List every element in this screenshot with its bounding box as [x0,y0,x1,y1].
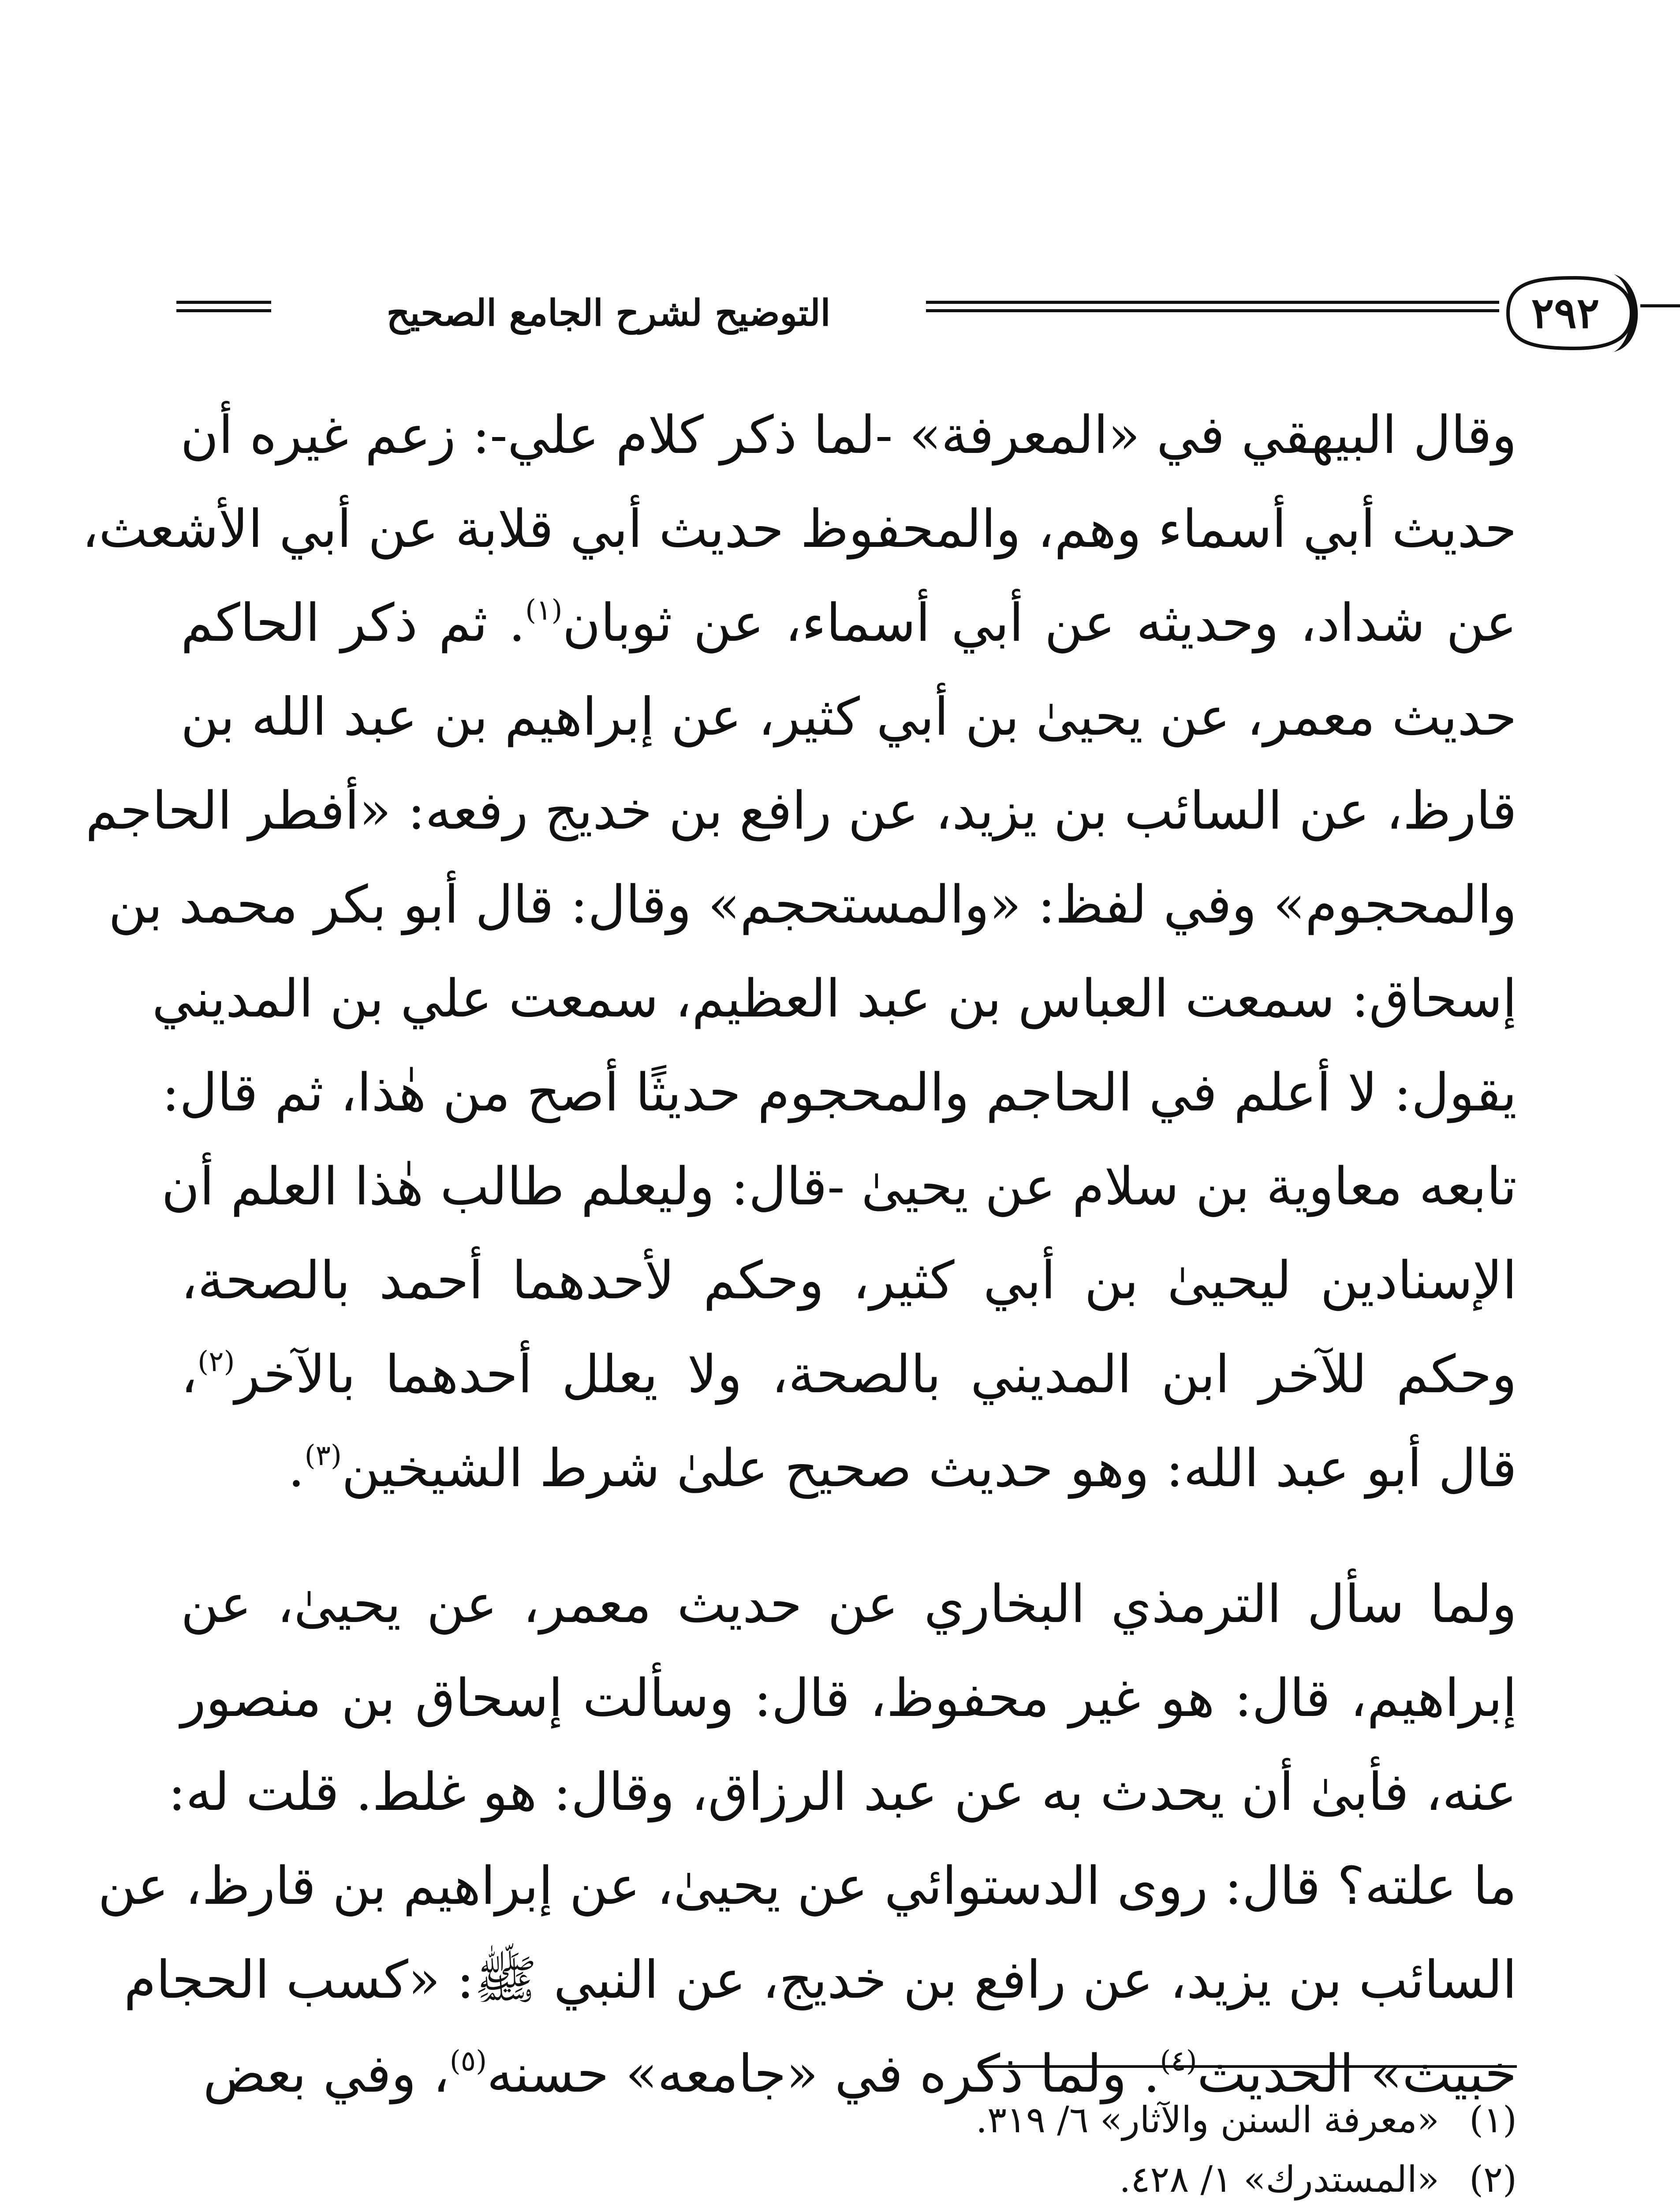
footnote-text: «المستدرك» ١/ ٤٢٨. [1119,2159,1439,2201]
footnote-1 [181,2090,1517,2150]
text-segment: ما علته؟ قال: روى الدستوائي عن يحيىٰ، عن إبراهيم بن قارظ، عن [98,1855,1517,1916]
text-line [162,1046,1517,1140]
text-segment: . ثم ذكر الحاكم [181,592,526,653]
text-segment: تابعه معاوية بن سلام عن يحيىٰ -قال: وليعلم طالب هٰذا العلم أن [161,1156,1517,1217]
footnote-separator [979,2065,1517,2068]
text-line [181,576,1517,670]
text-line [181,1651,1517,1745]
page-header [176,260,1600,370]
text-line [181,1327,1517,1421]
text-segment: الإسنادين ليحيىٰ بن أبي كثير، وحكم لأحدهما أحمد بالصحة، [181,1250,1517,1311]
text-line [168,1745,1517,1839]
footnote-reference: (٢) [198,1345,235,1378]
text-segment: حديث أبي أسماء وهم، والمحفوظ حديث أبي قلابة عن أبي الأشعث، [82,498,1517,559]
text-segment: قال أبو عبد الله: وهو حديث صحيح علىٰ شرط الشيخين [341,1438,1517,1499]
text-segment: ولما سأل الترمذي البخاري عن حديث معمر، عن يحيىٰ، عن [181,1573,1517,1634]
book-title: التوضيح لشرح الجامع الصحيح [386,292,831,334]
text-segment: إبراهيم، قال: هو غير محفوظ، قال: وسألت إسحاق بن منصور [181,1667,1517,1728]
text-line [161,1140,1517,1233]
text-line [82,482,1517,576]
text-segment: خبيث» الحديث [1197,2043,1517,2104]
text-segment: قارظ، عن السائب بن يزيد، عن رافع بن خديج رفعه: «أفطر الحاجم [85,780,1517,841]
header-rule-center [926,301,1499,304]
paragraph [98,1557,1517,2121]
footnote-2 [181,2150,1517,2205]
paragraph [82,388,1517,1515]
text-segment: يقول: لا أعلم في الحاجم والمحجوم حديثًا أصح من هٰذا، ثم قال: [162,1062,1517,1123]
text-segment: والمحجوم» وفي لفظ: «والمستحجم» وقال: قال أبو بكر محمد بن [108,874,1517,935]
footnotes [181,2090,1517,2205]
footnote-reference: (٣) [304,1439,342,1472]
text-line [181,388,1517,482]
text-line [123,1933,1517,2027]
main-text [82,388,1517,2121]
footnote-text: «معرفة السنن والآثار» ٦/ ٣١٩. [975,2099,1439,2141]
text-line [85,764,1517,858]
text-line [181,670,1517,764]
text-segment: إسحاق: سمعت العباس بن عبد العظيم، سمعت علي بن المديني [152,968,1517,1029]
footnote-reference: (٤) [1160,2045,1197,2078]
text-segment: . ولما ذكره في «جامعه» حسنه [487,2043,1160,2104]
text-segment: وحكم للآخر ابن المديني بالصحة، ولا يعلل أحدهما بالآخر [235,1344,1517,1405]
text-segment: السائب بن يزيد، عن رافع بن خديج، عن النبي ﷺ: «كسب الحجام [123,1949,1517,2010]
text-line [108,858,1517,952]
text-line [98,1839,1517,1933]
text-line [181,1421,1517,1515]
page-number: ٢٩٢ [1531,288,1600,338]
footnote-reference: (٥) [449,2045,487,2078]
text-segment: حديث معمر، عن يحيىٰ بن أبي كثير، عن إبراهيم بن عبد الله بن [180,686,1517,747]
text-segment: . [288,1438,305,1499]
footnote-reference: (١) [525,594,563,627]
header-rule-left [176,301,271,304]
text-segment: ، وفي بعض [203,2043,450,2104]
text-line [181,1557,1517,1651]
text-segment: عنه، فأبىٰ أن يحدث به عن عبد الرزاق، وقال: هو غلط. قلت له: [168,1761,1517,1822]
footnote-number: (١) [1469,2099,1517,2141]
text-segment: ، [181,1344,198,1405]
text-line [152,952,1517,1046]
text-segment: وقال البيهقي في «المعرفة» -لما ذكر كلام علي-: زعم غيره أن [180,404,1517,465]
footnote-number: (٢) [1469,2159,1517,2201]
text-segment: عن شداد، وحديثه عن أبي أسماء، عن ثوبان [562,592,1517,653]
text-line [181,1233,1517,1327]
